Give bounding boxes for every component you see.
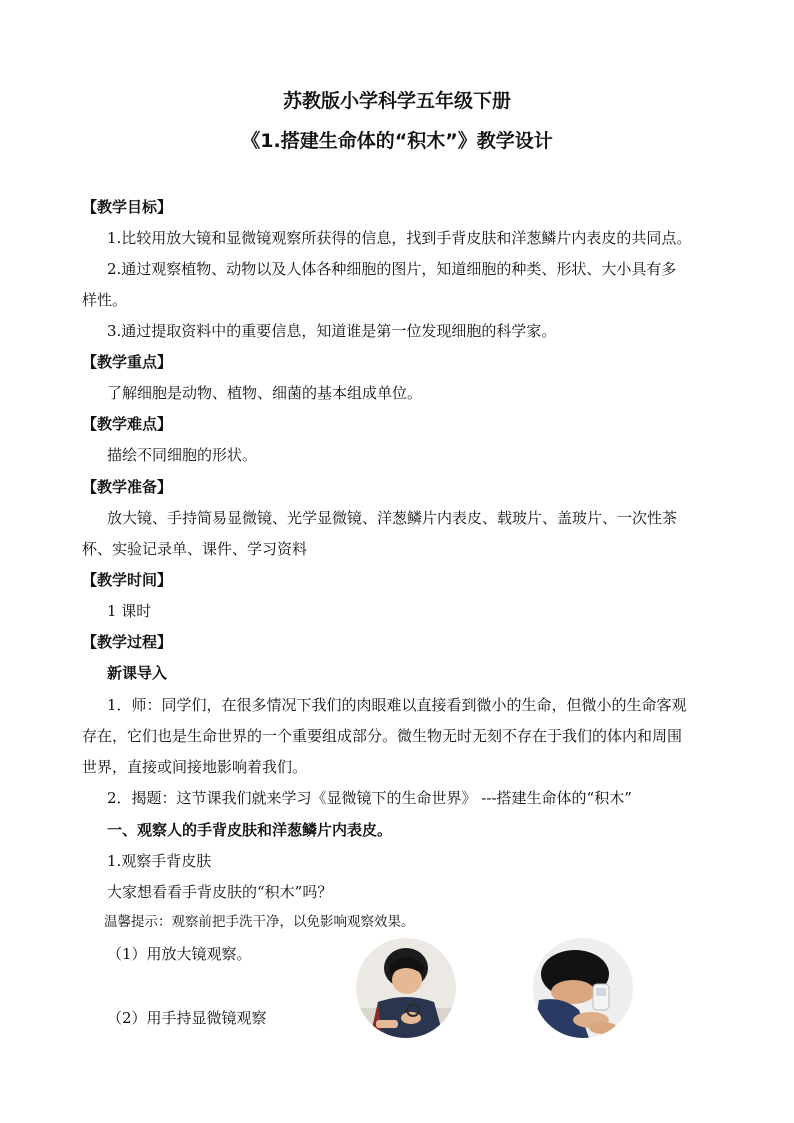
difficulty-heading: 【教学难点】 [82, 415, 173, 433]
intro-paragraph-line-3: 世界，直接或间接地影响着我们。 [82, 758, 308, 776]
difficulty-text: 描绘不同细胞的形状。 [107, 446, 258, 464]
key-points-text: 了解细胞是动物、植物、细菌的基本组成单位。 [107, 384, 423, 402]
step-2-text: （2）用手持显微镜观察 [107, 1009, 267, 1027]
topic-paragraph: 2．揭题：这节课我们就来学习《显微镜下的生命世界》 ---搭建生命体的“积木” [107, 789, 632, 807]
step-1-text: （1）用放大镜观察。 [107, 945, 252, 963]
key-points-heading: 【教学重点】 [82, 353, 173, 371]
boy-microscope-photo [533, 938, 633, 1038]
preparation-line-1: 放大镜、手持简易显微镜、光学显微镜、洋葱鳞片内表皮、载玻片、盖玻片、一次性茶 [107, 509, 678, 527]
preparation-line-2: 杯、实验记录单、课件、学习资料 [82, 540, 308, 558]
time-text: 1 课时 [107, 602, 152, 620]
goal-item-2-line-1: 2.通过观察植物、动物以及人体各种细胞的图片，知道细胞的种类、形状、大小具有多 [107, 260, 677, 278]
goal-item-1: 1.比较用放大镜和显微镜观察所获得的信息，找到手背皮肤和洋葱鳞片内表皮的共同点。 [107, 229, 692, 247]
part-1-heading: 一、观察人的手背皮肤和洋葱鳞片内表皮。 [107, 821, 393, 839]
intro-paragraph-line-2: 存在，它们也是生命世界的一个重要组成部分。微生物无时无刻不存在于我们的体内和周围 [82, 727, 683, 745]
document-title: 苏教版小学科学五年级下册 [282, 90, 511, 112]
process-heading: 【教学过程】 [82, 633, 173, 651]
observe-hand-heading: 1.观察手背皮肤 [107, 852, 212, 870]
goal-item-3: 3.通过提取资料中的重要信息，知道谁是第一位发现细胞的科学家。 [107, 322, 557, 340]
tip-text: 温馨提示：观察前把手洗干净，以免影响观察效果。 [104, 914, 415, 930]
intro-paragraph-line-1: 1．师：同学们，在很多情况下我们的肉眼难以直接看到微小的生命，但微小的生命客观 [107, 696, 687, 714]
intro-heading: 新课导入 [107, 664, 168, 682]
goal-item-2-line-2: 样性。 [82, 291, 128, 309]
lesson-title: 《1.搭建生命体的“积木”》教学设计 [241, 130, 553, 152]
preparation-heading: 【教学准备】 [82, 478, 173, 496]
time-heading: 【教学时间】 [82, 571, 173, 589]
goals-heading: 【教学目标】 [82, 198, 173, 216]
boy-magnifier-photo [356, 938, 456, 1038]
question-text: 大家想看看手背皮肤的“积木”吗？ [107, 883, 333, 901]
